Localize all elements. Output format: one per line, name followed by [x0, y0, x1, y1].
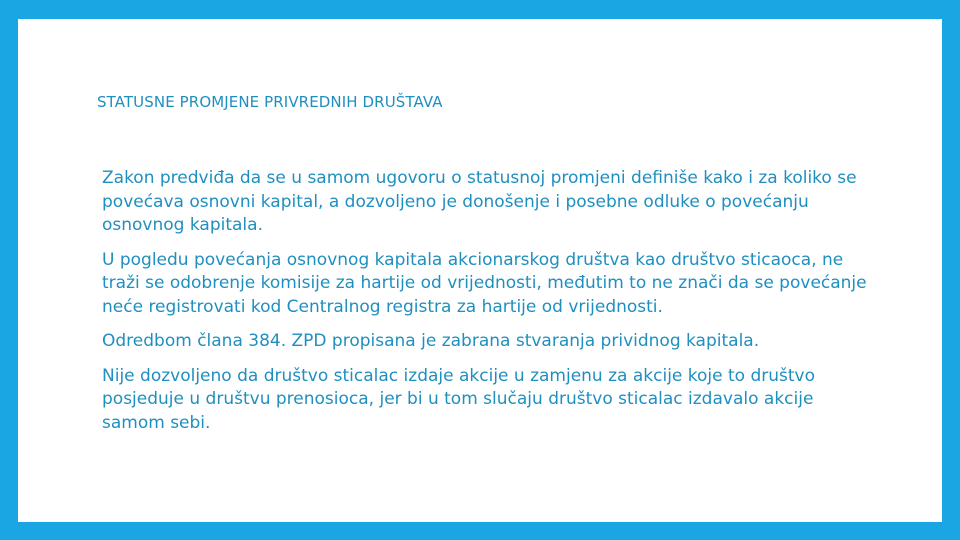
paragraph-capital-increase: Zakon predviđa da se u samom ugovoru o statusnoj promjeni definiše kako i za koliko se povećava osnovni kapital, a dozvoljeno je donošenje i posebne odluke o povećanju osnovnog kapitala.: [102, 168, 857, 235]
slide-title: STATUSNE PROMJENE PRIVREDNIH DRUŠTAVA: [97, 93, 443, 111]
slide-panel: [18, 19, 942, 522]
paragraph-article-384: Odredbom člana 384. ZPD propisana je zabrana stvaranja prividnog kapitala.: [102, 331, 760, 351]
paragraph-shares-exchange: Nije dozvoljeno da društvo sticalac izdaje akcije u zamjenu za akcije koje to društvo posjeduje u društvu prenosioca, jer bi u tom slučaju društvo sticalac izdavalo akcije samom sebi.: [102, 365, 816, 433]
slide-body: [102, 167, 872, 446]
paragraph-joint-stock-company: U pogledu povećanja osnovnog kapitala akcionarskog društva kao društvo sticaoca, ne traži se odobrenje komisije za hartije od vrijednosti, međutim to ne znači da se povećanje neće registrovati kod Centralnog registra za hartije od vrijednosti.: [102, 249, 867, 317]
